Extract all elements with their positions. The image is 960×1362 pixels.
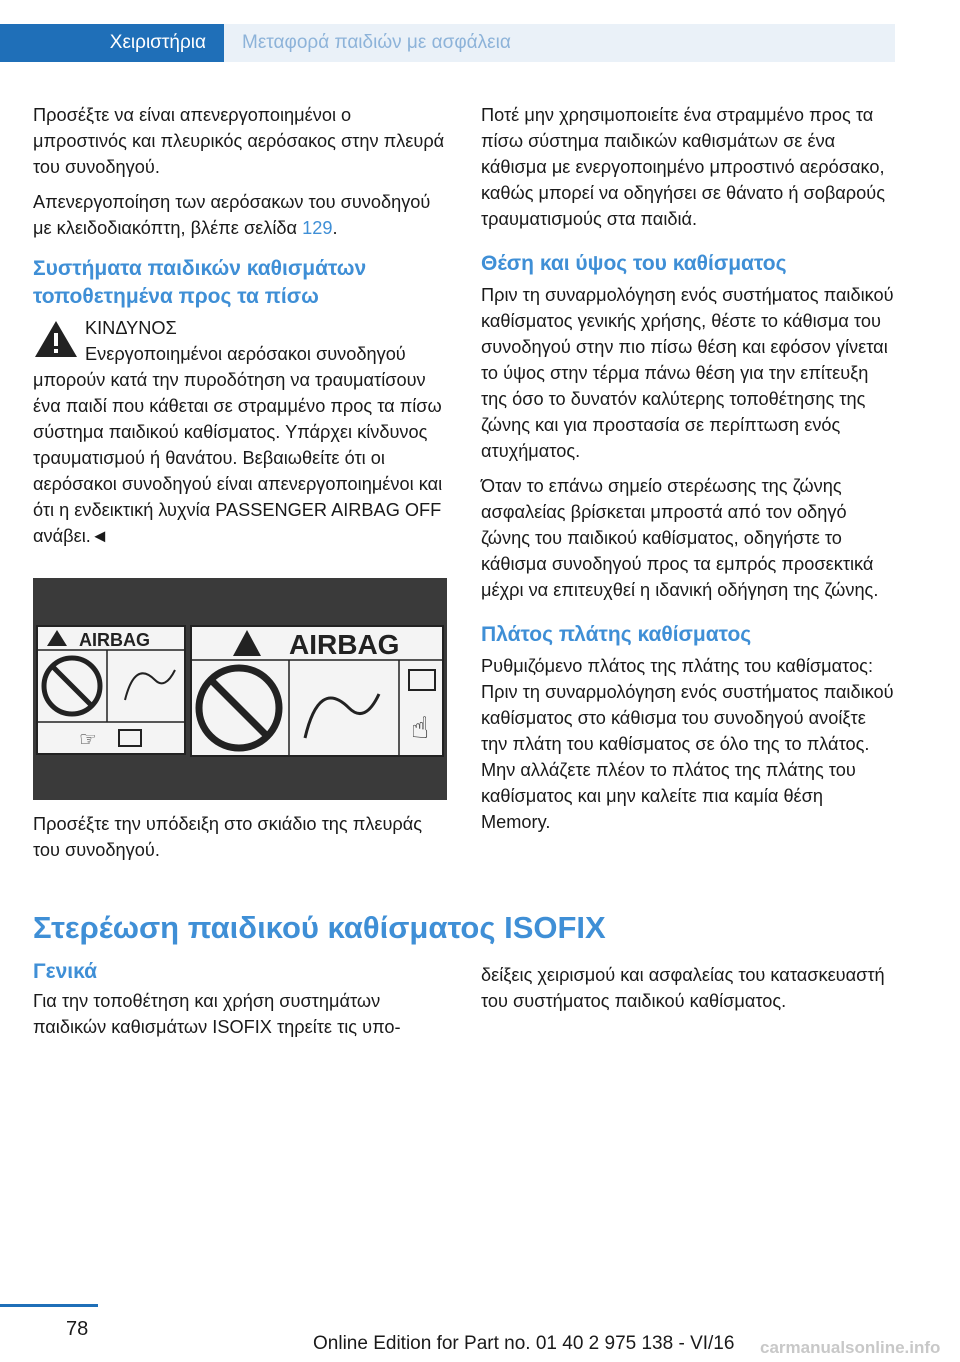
paragraph-backrest-width: Ρυθμιζόμενο πλάτος της πλάτης του καθίσματος: Πριν τη συναρμολόγηση ενός συστήματος παιδικού καθίσματος στο κάθισμα του συνοδηγού ανοίξτε την πλάτη του καθίσματος σε όλο της το πλάτος. Μην αλλάζετε πλέον το πλάτος της πλάτης του καθίσματος και μην καλείτε πια καμία θέση Memory.: [481, 656, 894, 832]
page-link-129[interactable]: 129: [302, 218, 333, 238]
warning-title: ΚΙΝΔΥΝΟΣ: [85, 318, 177, 338]
paragraph-airbag-check: Προσέξτε να είναι απενεργοποιημένοι ο μπροστινός και πλευρικός αερόσακος στην πλευρά του συνοδηγού.: [33, 105, 445, 177]
left-column: [33, 102, 447, 549]
airbag-label-large: AIRBAG: [289, 629, 400, 660]
heading-seat-position: Θέση και ύψος του καθίσματος: [481, 252, 787, 275]
hand-pointer-icon: ☞: [79, 727, 97, 751]
tab-controls[interactable]: Χειριστήρια: [0, 24, 224, 62]
paragraph-isofix-part1: Για την τοποθέτηση και χρήση συστημάτων παιδικών καθισμάτων ISOFIX τηρείτε τις υπο-: [33, 991, 401, 1037]
right-column: [481, 102, 895, 844]
page-number: 78: [66, 1318, 89, 1340]
airbag-label-small: AIRBAG: [79, 630, 150, 650]
warning-triangle-icon: [33, 319, 79, 359]
watermark: carmanualsonline.info: [760, 1338, 941, 1357]
paragraph-belt-guide: Όταν το επάνω σημείο στερέωσης της ζώνης ασφαλείας βρίσκεται μπροστά από τον οδηγό ζώνης του παιδικού καθίσματος, οδηγήστε το κάθισμα συνοδηγού προς τα εμπρός προσεκτικά μέχρι να επιτευχθεί η ιδανική οδήγηση της ζώνης.: [481, 476, 879, 600]
warning-body: μπορούν κατά την πυροδότηση να τραυματίσουν ένα παιδί που κάθεται σε στραμμένο προς τα πίσω σύστημα παιδικού καθίσματος. Υπάρχει κίνδυνος τραυματισμού ή θανάτου. Βεβαιωθείτε ότι οι αερόσακοι συνοδηγού είναι απενεργοποιημένοι και ότι η ενδεικτική λυχνία PASSENGER AIRBAG OFF ανάβει.◄: [33, 370, 443, 546]
paragraph-seat-position: Πριν τη συναρμολόγηση ενός συστήματος παιδικού καθίσματος γενικής χρήσης, θέστε το κάθισμα του συνοδηγού στην πιο πίσω θέση και εφόσον γίνεται το ύψος στην τέρμα πάνω θέση για την επίτευξη της όσο το δυνατόν καλύτερης τοποθέτησης της ζώνης και για προστασία σε περίπτωση ενός ατυχήματος.: [481, 285, 894, 461]
heading-rear-facing-seats: Συστήματα παιδικών καθισμάτων τοποθετημένα προς τα πίσω: [33, 257, 367, 308]
heading-backrest-width: Πλάτος πλάτης καθίσματος: [481, 623, 752, 646]
isofix-left: [33, 958, 447, 1040]
isofix-right: [481, 962, 895, 1014]
paragraph-deactivation: Απενεργοποίηση των αερόσακων του συνοδηγού με κλειδοδιακόπτη, βλέπε σελίδα 129.: [33, 192, 431, 238]
airbag-label-svg: [33, 578, 447, 800]
section-title-isofix: Στερέωση παιδικού καθίσματος ISOFIX: [33, 910, 606, 945]
hand-pointer-icon: ☝: [411, 711, 430, 746]
page-header: [0, 0, 895, 62]
paragraph-never-use: Ποτέ μην χρησιμοποιείτε ένα στραμμένο προς τα πίσω σύστημα παιδικών καθισμάτων σε ένα κάθισμα με ενεργοποιημένο μπροστινό αερόσακο, καθώς μπορεί να οδηγήσει σε θάνατο ή σοβαρούς τραυματισμούς στα παιδιά.: [481, 105, 885, 229]
figure-caption: Προσέξτε την υπόδειξη στο σκιάδιο της πλευράς του συνοδηγού.: [33, 814, 423, 860]
paragraph-isofix-part2: δείξεις χειρισμού και ασφαλείας του κατασκευαστή του συστήματος παιδικού καθίσματος.: [481, 965, 885, 1011]
warning-box: [33, 315, 447, 549]
edition-footer: Online Edition for Part no. 01 40 2 975 138 - VI/16: [313, 1333, 735, 1354]
warning-lead: Ενεργοποιημένοι αερόσακοι συνοδηγού: [85, 344, 406, 364]
airbag-label-figure: [33, 578, 447, 800]
page-number-bar: [0, 1304, 98, 1307]
tab-child-transport[interactable]: Μεταφορά παιδιών με ασφάλεια: [224, 24, 895, 62]
heading-general: Γενικά: [33, 960, 98, 983]
